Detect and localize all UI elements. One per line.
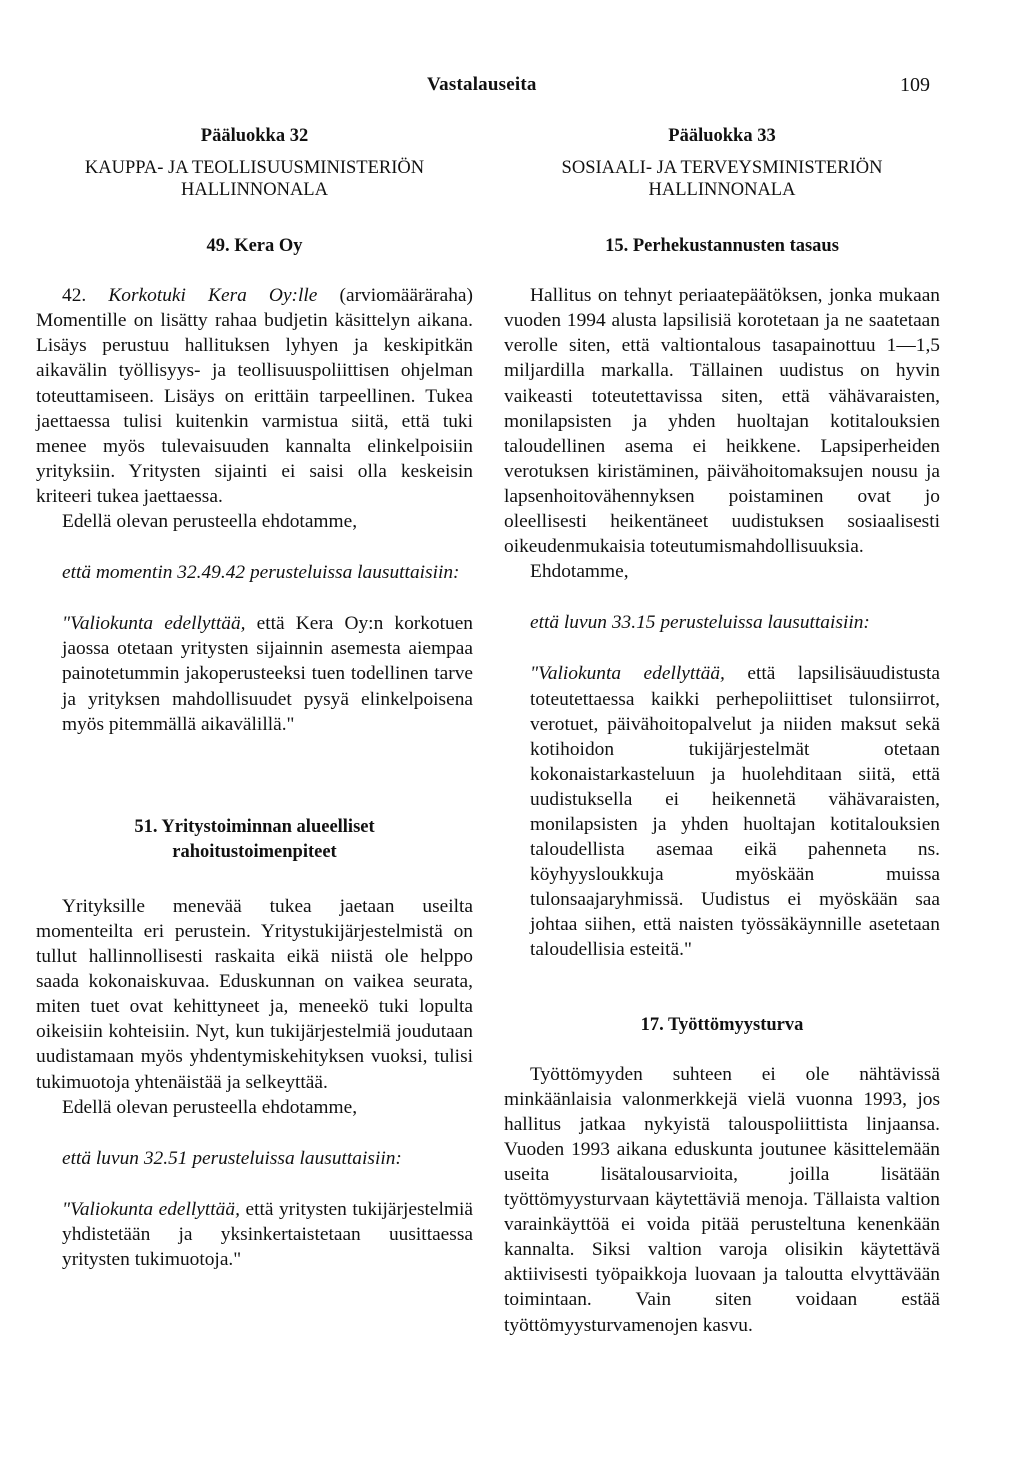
- propose-text: Ehdotamme,: [530, 561, 629, 583]
- main-class-heading: Pääluokka 33: [668, 126, 776, 146]
- section-title: 15. Perhekustannusten tasaus: [605, 236, 839, 257]
- body-text: Momentille on lisätty rahaa budjetin käsittelyn aikana. Lisäys perustuu hallituksen lyhyen ja keskipitkän aikavälin työllisyys- ja teollisuuspoliittisen ohjelman toteuttamiseen. Lisäys on erittäin tarpeellinen. Tukea jaettaessa tulisi kuitenkin varmistua siitä, että tuki menee myös tulevaisuuden kannalta elinkelpoisiin yrityksiin. Yritysten sijainti ei saisi olla keskeisin kriteeri tukea jaettaessa.: [36, 310, 473, 507]
- quote-text: että yritysten tukijärjestelmiä yhdistetään ja yksinkertaistetaan uusittaessa yritysten tukimuotoja.": [62, 1198, 473, 1270]
- quote-lead: "Valiokunta edellyttää,: [530, 663, 725, 685]
- proposal-quote: [530, 661, 940, 962]
- body-text: Työttömyyden suhteen ei ole nähtävissä minkäänlaisia valonmerkkejä vielä vuonna 1993, jos hallitus jatkaa nykyistä talouspoliittista linjaansa. Vuoden 1993 aikana eduskunta joutunee käsittelemään useita lisätalousarvioita, joilla lisätään työttömyysturvaan käytettäviä menoja. Tällaista valtion varainkäyttöä ei voida pitää perusteltuna kenenkään kannalta. Siksi valtion varoja olisikin käytettävä aktiivisesti työpaikkoja luovaan ja taloutta elvyttävään toimintaan. Vain siten voidaan estää työttömyysturvamenojen kasvu.: [504, 1063, 940, 1336]
- main-class-heading: Pääluokka 32: [200, 126, 309, 146]
- running-title: Vastalauseita: [427, 74, 537, 95]
- ministry-heading: SOSIAALI- JA TERVEYSMINISTERIÖN HALLINNONALA: [561, 158, 883, 201]
- quote-text: että Kera Oy:n korkotuen jaossa otetaan yritysten sijainnin asemesta aiempaa painotetummin jakoperusteeksi tuen todellinen tarve ja yrityksen mahdollisuudet pysyä elinkelpoisena myös pitemmällä aikavälillä.": [62, 613, 473, 735]
- propose-text: Edellä olevan perusteella ehdotamme,: [62, 1096, 358, 1118]
- running-header: [0, 74, 1024, 104]
- moment-type: (arviomääräraha): [339, 285, 473, 307]
- proposal-intro: että luvun 32.51 perusteluissa lausuttaisiin:: [62, 1147, 402, 1169]
- proposal-intro: että momentin 32.49.42 perusteluissa lausuttaisiin:: [62, 562, 460, 584]
- body-text: Yrityksille menevää tukea jaetaan useilta momenteilta eri perustein. Yritystukijärjestelmistä on tullut hallinnollisesti raskaita eikä niistä ole helppo saada kokonaiskuvaa. Eduskunnan on vaikea seurata, miten tuet ovat kehittyneet ja, meneekö tuki lopulta oikeisiin kohteisiin. Nyt, kun tukijärjestelmiä joudutaan uudistamaan myös yhdentymiskehityksen vuoksi, tulisi tukimuotoja yhtenäistää ja selkeyttää.: [36, 895, 473, 1093]
- section-title: 17. Työttömyysturva: [640, 1014, 804, 1035]
- section-title: 51. Yritystoiminnan alueelliset rahoitustoimenpiteet: [134, 816, 375, 862]
- left-column: [36, 124, 473, 1272]
- quote-text: että lapsilisäuudistusta toteutettaessa kaikki perhepoliittiset tulonsiirrot, verotuet, päivähoitopalvelut ja niiden maksut sekä kotihoidon tukijärjestelmät otetaan kokonaistarkasteluun ja huolehditaan siitä, että uudistuksella ei heikennetä vähävaraisten, monilapsisten ja yhden huoltajan kotitalouksien taloudellista asemaa eikä pahenneta ns. köyhyysloukkuja myöskään muissa tulonsaajaryhmissä. Uudistus ei myöskään saa johtaa siihen, että naisten työssäkäynnille asetetaan taloudellisia esteitä.": [530, 663, 940, 961]
- section-title: 49. Kera Oy: [206, 236, 303, 257]
- moment-number: 42.: [62, 285, 87, 307]
- proposal-quote: [62, 611, 473, 736]
- proposal-intro: että luvun 33.15 perusteluissa lausuttaisiin:: [530, 612, 870, 634]
- proposal-quote: [62, 1197, 473, 1272]
- ministry-heading: KAUPPA- JA TEOLLISUUSMINISTERIÖN HALLINNONALA: [84, 158, 425, 201]
- page-number: 109: [900, 74, 930, 96]
- propose-text: Edellä olevan perusteella ehdotamme,: [62, 511, 358, 533]
- quote-lead: "Valiokunta edellyttää,: [62, 1198, 240, 1220]
- moment-paragraph: [36, 283, 473, 509]
- quote-lead: "Valiokunta edellyttää,: [62, 613, 246, 635]
- right-column: [504, 124, 940, 1338]
- moment-name: Korkotuki Kera Oy:lle: [108, 285, 318, 307]
- body-text: Hallitus on tehnyt periaatepäätöksen, jonka mukaan vuoden 1994 alusta lapsilisiä korotetaan ja ne saatetaan verolle siten, että valtiontalous tasapainottuu 1—1,5 miljardilla markalla. Tällainen uudistus on hyvin vaikeasti toteutettavissa siten, että vähävaraisten, monilapsisten ja yhden huoltajan kotitalouksien taloudellinen asema ei heikkene. Lapsiperheiden verotuksen kiristäminen, päivähoitomaksujen nousu ja lapsenhoitovähennyksen poistaminen ovat jo oleellisesti heikentäneet uudistuksen sosiaalisesti oikeudenmukaisia toteutumismahdollisuuksia.: [504, 285, 940, 558]
